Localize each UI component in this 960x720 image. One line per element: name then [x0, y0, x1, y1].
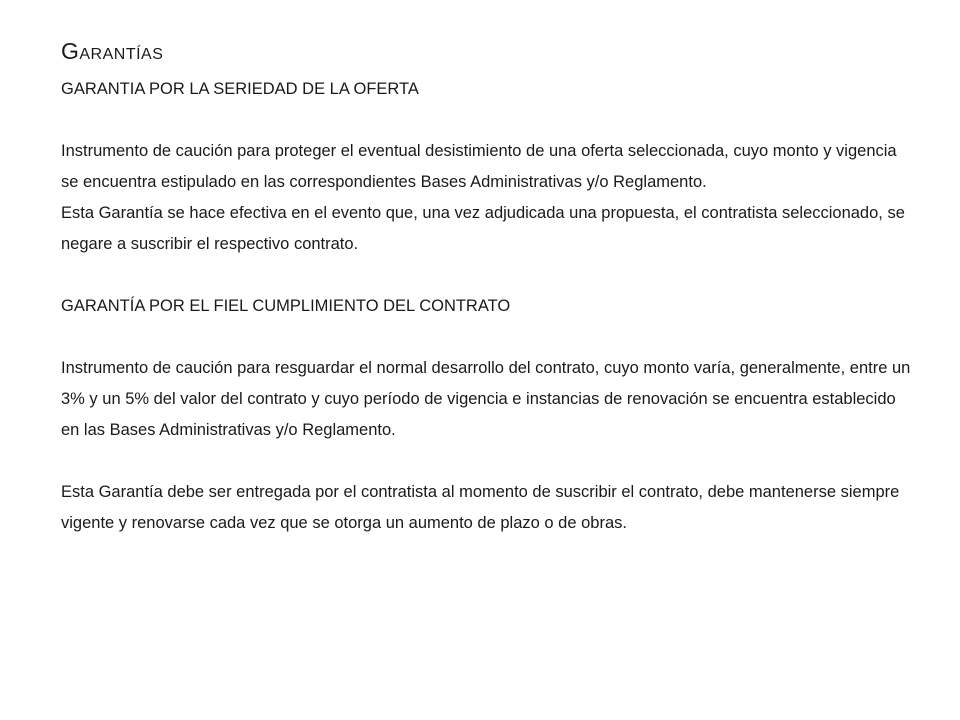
slide-body — [61, 74, 911, 539]
paragraph-fiel-cumplimiento-definition: Instrumento de caución para resguardar el normal desarrollo del contrato, cuyo monto varía, generalmente, entre un 3% y un 5% del valor del contrato y cuyo período de vigencia e instancias de renovación se encuentra establecido en las Bases Administrativas y/o Reglamento. — [61, 359, 911, 439]
paragraph-fiel-cumplimiento-entrega: Esta Garantía debe ser entregada por el contratista al momento de suscribir el contrato, debe mantenerse siempre vigente y renovarse cada vez que se otorga un aumento de plazo o de obras. — [61, 483, 900, 532]
spacer — [61, 105, 911, 136]
spacer — [61, 446, 911, 477]
slide-title: Garantías — [61, 38, 164, 64]
spacer — [61, 260, 911, 291]
paragraph-seriedad-efectiva: Esta Garantía se hace efectiva en el evento que, una vez adjudicada una propuesta, el contratista seleccionado, se negare a suscribir el respectivo contrato. — [61, 204, 905, 253]
slide-content — [61, 38, 911, 539]
section-heading-seriedad: GARANTIA POR LA SERIEDAD DE LA OFERTA — [61, 80, 419, 98]
section-heading-fiel-cumplimiento: GARANTÍA POR EL FIEL CUMPLIMIENTO DEL CONTRATO — [61, 297, 511, 315]
paragraph-seriedad-definition: Instrumento de caución para proteger el eventual desistimiento de una oferta seleccionada, cuyo monto y vigencia se encuentra estipulado en las correspondientes Bases Administrativas y/o Reglamento. — [61, 142, 897, 191]
spacer — [61, 322, 911, 353]
